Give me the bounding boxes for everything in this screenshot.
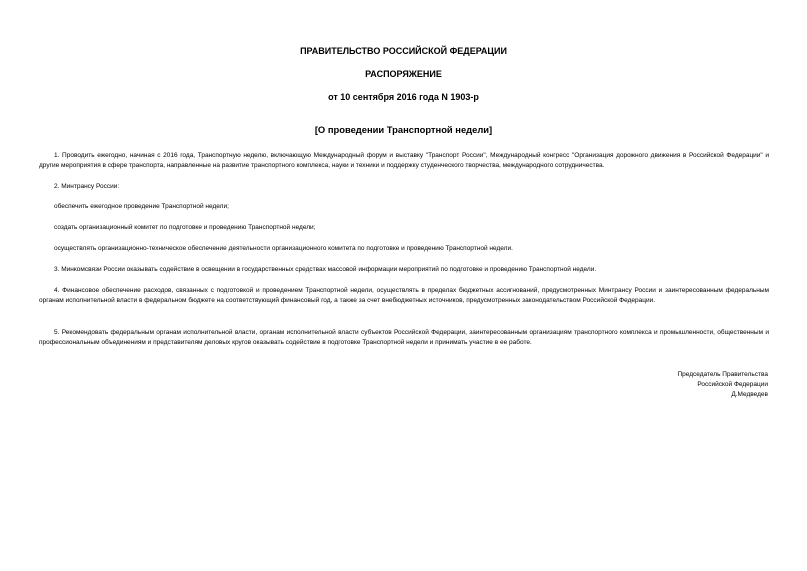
paragraph-2-item-2: создать организационный комитет по подготовке и проведению Транспортной недели;	[54, 224, 316, 231]
document-date-number: от 10 сентября 2016 года N 1903-р	[328, 92, 479, 102]
signature-position-line-1: Председатель Правительства	[677, 371, 768, 378]
paragraph-2-item-1: обеспечить ежегодное проведение Транспортной недели;	[54, 203, 229, 210]
signature-name: Д.Медведев	[731, 391, 768, 398]
signature-position-line-2: Российской Федерации	[697, 381, 768, 388]
paragraph-5: 5. Рекомендовать федеральным органам исполнительной власти, органам исполнительной власти субъектов Российской Федерации, заинтересованным организациям транспортного комплекса и промышленности, общественным и профессиональным объединениям и представителям деловых кругов оказывать содействие в подготовке Транспортной недели и принимать участие в ее работе.	[39, 329, 769, 346]
paragraph-2: 2. Минтрансу России:	[54, 183, 120, 190]
paragraph-4: 4. Финансовое обеспечение расходов, связанных с подготовкой и проведением Транспортной недели, осуществлять в пределах бюджетных ассигнований, предусмотренных Минтрансу России и заинтересованным федеральным органам исполнительной власти в федеральном бюджете на соответствующий финансовый год, а также за счет внебюджетных источников, предусмотренных законодательством Российской Федерации.	[39, 287, 769, 304]
document-title: [О проведении Транспортной недели]	[314, 124, 493, 135]
government-heading: ПРАВИТЕЛЬСТВО РОССИЙСКОЙ ФЕДЕРАЦИИ	[300, 46, 507, 56]
document-type-heading: РАСПОРЯЖЕНИЕ	[365, 69, 442, 79]
paragraph-2-item-3: осуществлять организационно-техническое обеспечение деятельности организационного комитета по подготовке и проведению Транспортной недели.	[54, 245, 513, 252]
paragraph-1: 1. Проводить ежегодно, начиная с 2016 года, Транспортную неделю, включающую Международный форум и выставку "Транспорт России", Международный конгресс "Организация дорожного движения в Российской Федерации" и другие мероприятия в сфере транспорта, направленные на развитие транспортного комплекса, науки и техники и поддержку студенческого творчества, международного сотрудничества.	[39, 152, 769, 169]
paragraph-3: 3. Минкомсвязи России оказывать содействие в освещении в государственных средствах массовой информации мероприятий по подготовке и проведению Транспортной недели.	[54, 266, 597, 273]
